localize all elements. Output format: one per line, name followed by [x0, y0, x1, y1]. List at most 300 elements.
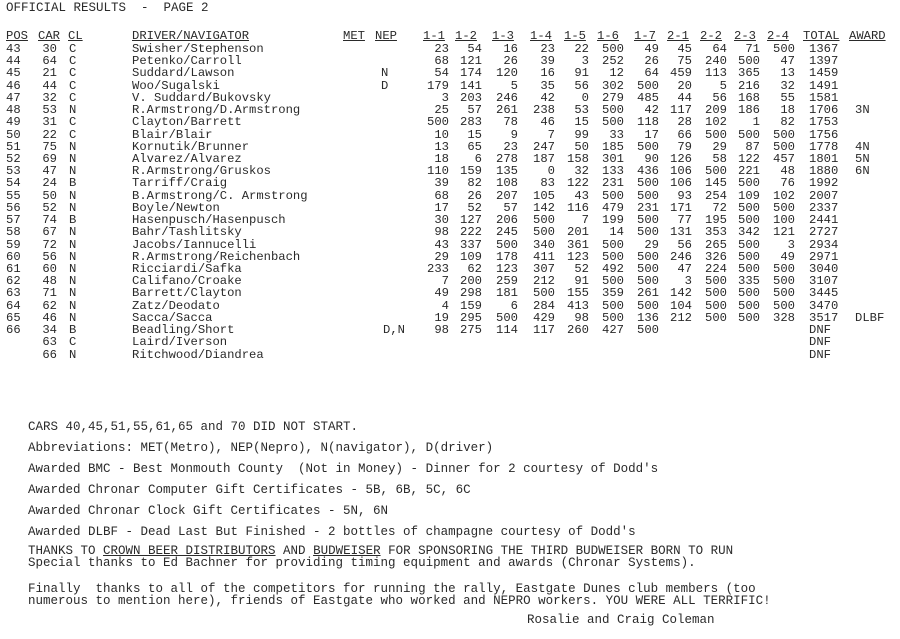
cell-leg-score: 259 — [496, 274, 518, 289]
cell-driver-navigator: Clayton/Barrett — [132, 115, 242, 130]
cell-pos: 61 — [6, 261, 21, 276]
cell-leg-score: 13 — [780, 66, 795, 81]
header-driver: DRIVER/NAVIGATOR — [132, 29, 250, 43]
cell-leg-score: 479 — [602, 200, 624, 215]
page-title: OFFICIAL RESULTS - PAGE 2 — [6, 1, 209, 15]
cell-leg-score: 6 — [474, 151, 482, 166]
cell-leg-score: 82 — [780, 115, 795, 130]
cell-leg-score: 56 — [712, 90, 727, 105]
cell-leg-score: 179 — [427, 78, 449, 93]
cell-driver-navigator: B.Armstrong/C. Armstrong — [132, 188, 308, 203]
cell-leg-score: 500 — [602, 237, 624, 252]
cell-award: 4N — [855, 139, 870, 154]
cell-leg-score: 0 — [581, 90, 589, 105]
cell-leg-score: 361 — [567, 237, 589, 252]
cell-leg-score: 136 — [637, 310, 659, 325]
cell-car: 24 — [42, 176, 57, 191]
cell-nep: N — [381, 66, 389, 81]
cell-car: 63 — [42, 335, 57, 350]
cell-total: 2007 — [809, 188, 839, 203]
cell-leg-score: 174 — [460, 66, 482, 81]
cell-leg-score: 500 — [602, 274, 624, 289]
cell-driver-navigator: V. Suddard/Bukovsky — [132, 90, 271, 105]
cell-leg-score: 117 — [533, 323, 555, 338]
cell-leg-score: 246 — [670, 249, 692, 264]
cell-total: 1778 — [809, 139, 839, 154]
cell-total: DNF — [809, 323, 831, 338]
cell-leg-score: 500 — [637, 213, 659, 228]
cell-total: 2934 — [809, 237, 839, 252]
cell-leg-score: 33 — [609, 127, 624, 142]
cell-leg-score: 429 — [533, 310, 555, 325]
cell-leg-score: 98 — [434, 225, 449, 240]
cell-leg-score: 109 — [738, 188, 760, 203]
header-leg: 1-1 — [423, 29, 445, 43]
cell-leg-score: 39 — [434, 176, 449, 191]
cell-leg-score: 77 — [677, 213, 692, 228]
cell-leg-score: 158 — [567, 151, 589, 166]
cell-car: 44 — [42, 78, 57, 93]
cell-leg-score: 500 — [773, 139, 795, 154]
cell-leg-score: 168 — [738, 90, 760, 105]
cell-leg-score: 142 — [670, 286, 692, 301]
cell-class: C — [69, 127, 77, 142]
cell-leg-score: 3 — [581, 54, 589, 69]
cell-car: 71 — [42, 286, 57, 301]
cell-leg-score: 209 — [705, 103, 727, 118]
cell-leg-score: 114 — [496, 323, 518, 338]
cell-leg-score: 71 — [745, 42, 760, 56]
header-leg: 2-2 — [700, 29, 722, 43]
cell-driver-navigator: Barrett/Clayton — [132, 286, 242, 301]
cell-leg-score: 56 — [677, 237, 692, 252]
cell-car: 31 — [42, 115, 57, 130]
cell-leg-score: 171 — [670, 200, 692, 215]
cell-leg-score: 122 — [567, 176, 589, 191]
header-leg: 1-6 — [597, 29, 619, 43]
cell-leg-score: 120 — [496, 66, 518, 81]
award-dlbf-note: Awarded DLBF - Dead Last But Finished - 2 bottles of champagne courtesy of Dodd's — [28, 525, 636, 539]
cell-leg-score: 58 — [712, 151, 727, 166]
cell-total: 3040 — [809, 261, 839, 276]
cell-leg-score: 17 — [644, 127, 659, 142]
cell-leg-score: 23 — [540, 42, 555, 56]
table-row — [0, 178, 900, 189]
cell-leg-score: 186 — [738, 103, 760, 118]
cell-leg-score: 5 — [719, 78, 727, 93]
cell-driver-navigator: Jacobs/Iannucelli — [132, 237, 257, 252]
cell-leg-score: 500 — [637, 261, 659, 276]
cell-pos: 46 — [6, 78, 21, 93]
cell-pos: 62 — [6, 274, 21, 289]
cell-leg-score: 240 — [705, 54, 727, 69]
cell-leg-score: 16 — [540, 66, 555, 81]
cell-leg-score: 109 — [460, 249, 482, 264]
cell-leg-score: 22 — [574, 42, 589, 56]
cell-leg-score: 500 — [738, 298, 760, 313]
cell-leg-score: 29 — [712, 139, 727, 154]
sponsor-budweiser: BUDWEISER — [313, 544, 381, 558]
cell-leg-score: 26 — [467, 188, 482, 203]
cell-leg-score: 19 — [434, 310, 449, 325]
cell-leg-score: 261 — [496, 103, 518, 118]
cell-leg-score: 500 — [637, 249, 659, 264]
cell-leg-score: 53 — [574, 103, 589, 118]
cell-leg-score: 3 — [441, 90, 449, 105]
cell-driver-navigator: R.Armstrong/Reichenbach — [132, 249, 301, 264]
header-car: CAR — [38, 29, 60, 43]
cell-class: C — [69, 66, 77, 81]
cell-pos: 43 — [6, 42, 21, 56]
cell-car: 22 — [42, 127, 57, 142]
cell-leg-score: 75 — [677, 54, 692, 69]
cell-leg-score: 49 — [780, 249, 795, 264]
cell-leg-score: 126 — [670, 151, 692, 166]
cell-leg-score: 1 — [752, 115, 760, 130]
cell-total: 1397 — [809, 54, 839, 69]
cell-driver-navigator: Laird/Iverson — [132, 335, 228, 350]
cell-class: N — [69, 225, 77, 240]
cell-class: N — [69, 249, 77, 264]
cell-car: 46 — [42, 310, 57, 325]
cell-leg-score: 252 — [602, 54, 624, 69]
cell-leg-score: 7 — [581, 213, 589, 228]
cell-leg-score: 187 — [533, 151, 555, 166]
cell-class: C — [69, 42, 77, 56]
cell-driver-navigator: Hasenpusch/Hasenpusch — [132, 213, 286, 228]
table-row — [0, 337, 900, 348]
cell-total: 3470 — [809, 298, 839, 313]
cell-met: D,N — [383, 323, 405, 338]
cell-leg-score: 64 — [712, 42, 727, 56]
cell-car: 74 — [42, 213, 57, 228]
cell-pos: 66 — [6, 323, 21, 338]
cell-car: 56 — [42, 249, 57, 264]
special-thanks-note: Special thanks to Ed Bachner for providing timing equipment and awards (Chronar Systems). — [28, 556, 696, 570]
cell-leg-score: 26 — [644, 54, 659, 69]
cell-leg-score: 203 — [460, 90, 482, 105]
cell-leg-score: 500 — [637, 298, 659, 313]
cell-leg-score: 231 — [602, 176, 624, 191]
cell-leg-score: 4 — [441, 298, 449, 313]
cell-leg-score: 64 — [644, 66, 659, 81]
cell-leg-score: 500 — [602, 298, 624, 313]
table-row — [0, 78, 900, 93]
cell-leg-score: 105 — [533, 188, 555, 203]
cell-award: 6N — [855, 164, 870, 179]
cell-leg-score: 200 — [460, 274, 482, 289]
cell-leg-score: 500 — [738, 310, 760, 325]
cell-class: C — [69, 54, 77, 69]
cell-leg-score: 39 — [540, 54, 555, 69]
cell-leg-score: 113 — [705, 66, 727, 81]
cell-leg-score: 238 — [533, 103, 555, 118]
header-leg: 1-2 — [455, 29, 477, 43]
cell-leg-score: 48 — [780, 164, 795, 179]
cell-leg-score: 365 — [738, 66, 760, 81]
cell-leg-score: 411 — [533, 249, 555, 264]
cell-leg-score: 459 — [670, 66, 692, 81]
cell-leg-score: 326 — [705, 249, 727, 264]
cell-leg-score: 30 — [434, 213, 449, 228]
table-row — [0, 288, 900, 299]
cell-leg-score: 93 — [677, 188, 692, 203]
cell-leg-score: 500 — [602, 115, 624, 130]
cell-pos: 57 — [6, 213, 21, 228]
cell-driver-navigator: Suddard/Lawson — [132, 66, 235, 81]
cell-leg-score: 278 — [496, 151, 518, 166]
cell-leg-score: 301 — [602, 151, 624, 166]
cell-leg-score: 12 — [609, 66, 624, 81]
cell-pos: 60 — [6, 249, 21, 264]
cell-leg-score: 57 — [503, 200, 518, 215]
cell-leg-score: 54 — [434, 66, 449, 81]
cell-class: C — [69, 115, 77, 130]
cell-class: B — [69, 213, 77, 228]
cell-total: 1753 — [809, 115, 839, 130]
cell-leg-score: 141 — [460, 78, 482, 93]
cell-nep: D — [381, 78, 389, 93]
header-leg: 2-4 — [767, 29, 789, 43]
cell-leg-score: 121 — [773, 225, 795, 240]
cell-leg-score: 133 — [602, 164, 624, 179]
closing-thanks-line-2: numerous to mention here), friends of Eastgate who worked and NEPRO workers. YOU WERE ALL TERRIFIC! — [28, 594, 771, 608]
cell-driver-navigator: Sacca/Sacca — [132, 310, 213, 325]
cell-leg-score: 245 — [496, 225, 518, 240]
cell-leg-score: 283 — [460, 115, 482, 130]
cell-leg-score: 20 — [677, 78, 692, 93]
cell-leg-score: 216 — [738, 78, 760, 93]
cell-leg-score: 500 — [738, 200, 760, 215]
cell-leg-score: 254 — [705, 188, 727, 203]
cell-pos: 59 — [6, 237, 21, 252]
cell-car: 50 — [42, 188, 57, 203]
cell-leg-score: 43 — [434, 237, 449, 252]
cell-leg-score: 500 — [637, 176, 659, 191]
sponsor-and: AND — [275, 544, 314, 558]
cell-leg-score: 3 — [684, 274, 692, 289]
cell-leg-score: 110 — [427, 164, 449, 179]
cell-leg-score: 500 — [637, 78, 659, 93]
cell-leg-score: 246 — [496, 90, 518, 105]
cell-total: 1880 — [809, 164, 839, 179]
cell-pos: 64 — [6, 298, 21, 313]
cell-leg-score: 47 — [780, 54, 795, 69]
cell-leg-score: 500 — [602, 310, 624, 325]
cell-leg-score: 15 — [574, 115, 589, 130]
cell-total: 1581 — [809, 90, 839, 105]
cell-leg-score: 206 — [496, 213, 518, 228]
cell-leg-score: 123 — [496, 261, 518, 276]
cell-total: 1992 — [809, 176, 839, 191]
cell-leg-score: 500 — [637, 323, 659, 338]
cell-leg-score: 65 — [467, 139, 482, 154]
cell-leg-score: 32 — [574, 164, 589, 179]
cell-leg-score: 413 — [567, 298, 589, 313]
cell-leg-score: 207 — [496, 188, 518, 203]
cell-leg-score: 72 — [712, 200, 727, 215]
cell-class: B — [69, 323, 77, 338]
cell-leg-score: 500 — [773, 274, 795, 289]
cell-car: 34 — [42, 323, 57, 338]
header-leg: 1-3 — [492, 29, 514, 43]
cell-leg-score: 181 — [496, 286, 518, 301]
cell-leg-score: 500 — [738, 213, 760, 228]
cell-leg-score: 104 — [670, 298, 692, 313]
cell-pos: 53 — [6, 164, 21, 179]
did-not-start-note: CARS 40,45,51,55,61,65 and 70 DID NOT START. — [28, 420, 359, 434]
cell-leg-score: 500 — [738, 127, 760, 142]
cell-leg-score: 231 — [637, 200, 659, 215]
header-met: MET — [343, 29, 365, 43]
cell-leg-score: 108 — [496, 176, 518, 191]
cell-leg-score: 500 — [738, 176, 760, 191]
cell-leg-score: 500 — [427, 115, 449, 130]
cell-leg-score: 233 — [427, 261, 449, 276]
cell-leg-score: 118 — [637, 115, 659, 130]
cell-leg-score: 500 — [773, 261, 795, 276]
cell-class: B — [69, 176, 77, 191]
cell-leg-score: 91 — [574, 274, 589, 289]
table-row — [0, 237, 900, 252]
cell-leg-score: 500 — [705, 274, 727, 289]
cell-driver-navigator: Kornutik/Brunner — [132, 139, 250, 154]
cell-leg-score: 13 — [434, 139, 449, 154]
cell-total: 1491 — [809, 78, 839, 93]
cell-leg-score: 500 — [738, 261, 760, 276]
cell-leg-score: 135 — [496, 164, 518, 179]
cell-leg-score: 17 — [434, 200, 449, 215]
cell-leg-score: 7 — [441, 274, 449, 289]
sponsor-thanks-rest: FOR SPONSORING THE THIRD BUDWEISER BORN TO RUN — [380, 544, 734, 558]
cell-leg-score: 265 — [705, 237, 727, 252]
cell-leg-score: 87 — [745, 139, 760, 154]
cell-leg-score: 29 — [434, 249, 449, 264]
cell-leg-score: 500 — [705, 286, 727, 301]
cell-leg-score: 3 — [787, 237, 795, 252]
cell-leg-score: 55 — [780, 90, 795, 105]
cell-class: N — [69, 139, 77, 154]
cell-leg-score: 106 — [670, 164, 692, 179]
cell-leg-score: 50 — [574, 139, 589, 154]
cell-leg-score: 328 — [773, 310, 795, 325]
cell-leg-score: 500 — [705, 127, 727, 142]
cell-leg-score: 155 — [567, 286, 589, 301]
cell-total: 3445 — [809, 286, 839, 301]
cell-total: 2727 — [809, 225, 839, 240]
cell-total: 1756 — [809, 127, 839, 142]
header-leg: 2-3 — [734, 29, 756, 43]
cell-pos: 44 — [6, 54, 21, 69]
cell-leg-score: 66 — [677, 127, 692, 142]
cell-leg-score: 335 — [738, 274, 760, 289]
cell-pos: 63 — [6, 286, 21, 301]
cell-leg-score: 500 — [496, 237, 518, 252]
cell-leg-score: 117 — [670, 103, 692, 118]
cell-leg-score: 68 — [434, 188, 449, 203]
table-row — [0, 347, 900, 362]
cell-car: 67 — [42, 225, 57, 240]
cell-total: DNF — [809, 347, 831, 362]
cell-leg-score: 457 — [773, 151, 795, 166]
header-pos: POS — [6, 29, 28, 43]
cell-award: 3N — [855, 103, 870, 118]
abbreviations-note: Abbreviations: MET(Metro), NEP(Nepro), N(navigator), D(driver) — [28, 441, 494, 455]
cell-leg-score: 18 — [434, 151, 449, 166]
header-cl: CL — [68, 29, 83, 43]
cell-car: 64 — [42, 54, 57, 69]
cell-leg-score: 427 — [602, 323, 624, 338]
cell-leg-score: 90 — [644, 151, 659, 166]
cell-leg-score: 106 — [670, 176, 692, 191]
cell-class: C — [69, 78, 77, 93]
cell-driver-navigator: Ricciardi/Safka — [132, 261, 242, 276]
cell-leg-score: 68 — [434, 54, 449, 69]
cell-driver-navigator: Tarriff/Craig — [132, 176, 228, 191]
cell-leg-score: 500 — [738, 54, 760, 69]
cell-leg-score: 492 — [602, 261, 624, 276]
cell-leg-score: 500 — [533, 225, 555, 240]
cell-leg-score: 57 — [467, 103, 482, 118]
cell-driver-navigator: Alvarez/Alvarez — [132, 151, 242, 166]
cell-leg-score: 195 — [705, 213, 727, 228]
cell-class: N — [69, 286, 77, 301]
cell-total: 2971 — [809, 249, 839, 264]
cell-car: 66 — [42, 347, 57, 362]
cell-pos: 52 — [6, 151, 21, 166]
cell-class: N — [69, 237, 77, 252]
cell-car: 75 — [42, 139, 57, 154]
cell-pos: 45 — [6, 66, 21, 81]
cell-pos: 47 — [6, 90, 21, 105]
cell-class: N — [69, 151, 77, 166]
cell-leg-score: 23 — [434, 42, 449, 56]
cell-total: DNF — [809, 335, 831, 350]
cell-leg-score: 123 — [567, 249, 589, 264]
cell-leg-score: 500 — [637, 188, 659, 203]
cell-leg-score: 142 — [533, 200, 555, 215]
cell-leg-score: 7 — [547, 127, 555, 142]
signature: Rosalie and Craig Coleman — [527, 613, 715, 627]
cell-total: 1706 — [809, 103, 839, 118]
cell-class: N — [69, 164, 77, 179]
cell-leg-score: 221 — [738, 164, 760, 179]
cell-driver-navigator: Zatz/Deodato — [132, 298, 220, 313]
cell-leg-score: 122 — [738, 151, 760, 166]
cell-leg-score: 78 — [503, 115, 518, 130]
cell-leg-score: 500 — [637, 225, 659, 240]
cell-leg-score: 500 — [738, 286, 760, 301]
cell-leg-score: 178 — [496, 249, 518, 264]
cell-leg-score: 83 — [540, 176, 555, 191]
cell-car: 62 — [42, 298, 57, 313]
cell-award: 5N — [855, 151, 870, 166]
cell-leg-score: 5 — [510, 78, 518, 93]
cell-leg-score: 15 — [467, 127, 482, 142]
header-award: AWARD — [849, 29, 886, 43]
cell-leg-score: 0 — [547, 164, 555, 179]
cell-leg-score: 131 — [670, 225, 692, 240]
cell-leg-score: 500 — [602, 42, 624, 56]
cell-leg-score: 25 — [434, 103, 449, 118]
cell-leg-score: 500 — [602, 188, 624, 203]
cell-leg-score: 18 — [780, 103, 795, 118]
table-row — [0, 227, 900, 238]
cell-total: 1459 — [809, 66, 839, 81]
cell-leg-score: 260 — [567, 323, 589, 338]
cell-leg-score: 43 — [574, 188, 589, 203]
cell-car: 69 — [42, 151, 57, 166]
